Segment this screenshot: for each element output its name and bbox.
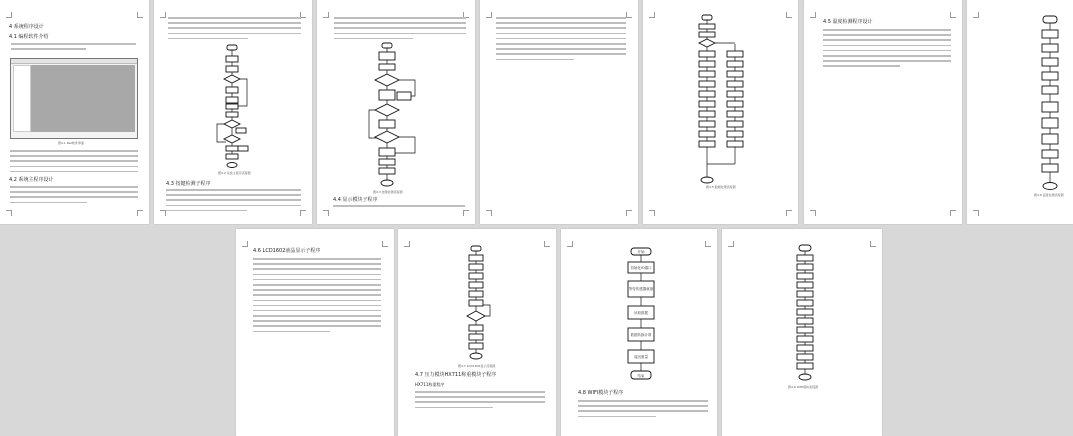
crop-mark	[404, 241, 410, 247]
temperature-flowchart	[1037, 14, 1067, 194]
subsection-heading: HX711称重程序	[415, 382, 445, 387]
section-heading: 4.6 LCD1602液晶显示子程序	[253, 248, 321, 254]
svg-text:读取数据: 读取数据	[634, 311, 648, 315]
crop-mark	[626, 12, 632, 18]
flow-node	[628, 281, 654, 297]
section-heading: 4.4 显示模块子程序	[333, 197, 378, 203]
body-paragraph	[578, 400, 708, 421]
crop-mark	[323, 210, 329, 216]
crop-mark	[160, 12, 166, 18]
figure-caption: 图4.7 LCD1602显示流程图	[458, 364, 496, 368]
flow-node	[628, 262, 654, 273]
svg-text:返回重量: 返回重量	[634, 355, 648, 359]
flow-node	[631, 248, 651, 255]
svg-text:数据转换计算: 数据转换计算	[630, 333, 652, 337]
crop-mark	[242, 241, 248, 247]
lcd1602-flowchart	[463, 245, 493, 361]
document-page-6	[804, 0, 962, 224]
keil-software-screenshot	[10, 58, 138, 139]
section-heading: 4.3 按键检测子程序	[166, 181, 211, 187]
figure-caption: 图4.2 系统主程序流程图	[218, 171, 251, 175]
crop-mark	[649, 12, 655, 18]
crop-mark	[950, 210, 956, 216]
body-paragraph	[496, 17, 626, 64]
crop-mark	[649, 210, 655, 216]
section-heading: 4.5 温度检测程序设计	[823, 19, 873, 25]
crop-mark	[323, 12, 329, 18]
crop-mark	[973, 12, 979, 18]
figure-caption: 图4.6 温度检测流程图	[1034, 193, 1064, 197]
crop-mark	[486, 12, 492, 18]
svg-text:结束: 结束	[637, 374, 645, 378]
crop-mark	[137, 12, 143, 18]
document-page-11	[722, 229, 882, 436]
wifi-flowchart	[792, 244, 822, 384]
crop-mark	[973, 210, 979, 216]
crop-mark	[870, 241, 876, 247]
body-paragraph	[168, 17, 301, 43]
key-scan-flowchart	[367, 42, 427, 190]
crop-mark	[137, 210, 143, 216]
document-page-7	[967, 0, 1073, 224]
crop-mark	[463, 210, 469, 216]
document-page-2	[154, 0, 312, 224]
body-paragraph	[253, 258, 381, 336]
figure-caption: 图4.8 WIFI模块流程图	[788, 385, 819, 389]
document-page-10	[561, 229, 717, 436]
body-paragraph	[333, 205, 465, 210]
document-page-9	[398, 229, 556, 436]
body-paragraph	[334, 17, 466, 43]
section-heading: 4.2 系统主程序设计	[9, 177, 54, 183]
figure-caption: 图4.3 按键检测流程图	[373, 190, 403, 194]
crop-mark	[705, 241, 711, 247]
section-heading: 4.1 编程软件介绍	[9, 34, 49, 40]
crop-mark	[810, 12, 816, 18]
section-heading: 4.7 压力模块HX711称重模块子程序	[415, 372, 497, 378]
crop-mark	[382, 241, 388, 247]
flow-node	[631, 371, 651, 379]
crop-mark	[786, 210, 792, 216]
body-paragraph	[166, 189, 301, 215]
svg-text:初始化IO端口: 初始化IO端口	[630, 266, 652, 270]
display-subroutine-flowchart	[693, 14, 749, 186]
crop-mark	[728, 241, 734, 247]
hx711-flowchart	[621, 247, 661, 385]
body-paragraph	[823, 29, 951, 71]
body-paragraph	[415, 391, 545, 412]
section-heading: 4.8 WIFI模块子程序	[578, 390, 624, 396]
body-paragraph	[10, 186, 138, 207]
document-page-3	[317, 0, 475, 224]
figure-caption: 图4.1 Keil软件界面	[58, 141, 85, 145]
flow-node	[628, 328, 654, 341]
crop-mark	[6, 12, 12, 18]
crop-mark	[486, 210, 492, 216]
crop-mark	[544, 241, 550, 247]
crop-mark	[786, 12, 792, 18]
crop-mark	[950, 12, 956, 18]
document-page-1	[0, 0, 149, 224]
chapter-heading: 4 系统程序设计	[9, 24, 44, 30]
crop-mark	[567, 241, 573, 247]
figure-caption: 图4.5 数据处理流程图	[706, 185, 736, 189]
svg-text:等待传感器就绪: 等待传感器就绪	[628, 287, 654, 291]
body-paragraph	[10, 150, 138, 176]
main-program-flowchart	[214, 44, 254, 169]
body-paragraph	[11, 43, 136, 53]
document-page-8	[236, 229, 394, 436]
crop-mark	[626, 210, 632, 216]
crop-mark	[6, 210, 12, 216]
svg-text:开始: 开始	[637, 250, 645, 254]
flow-node	[628, 306, 654, 319]
document-page-4	[480, 0, 638, 224]
flow-node	[628, 350, 654, 363]
crop-mark	[810, 210, 816, 216]
document-page-5	[643, 0, 798, 224]
